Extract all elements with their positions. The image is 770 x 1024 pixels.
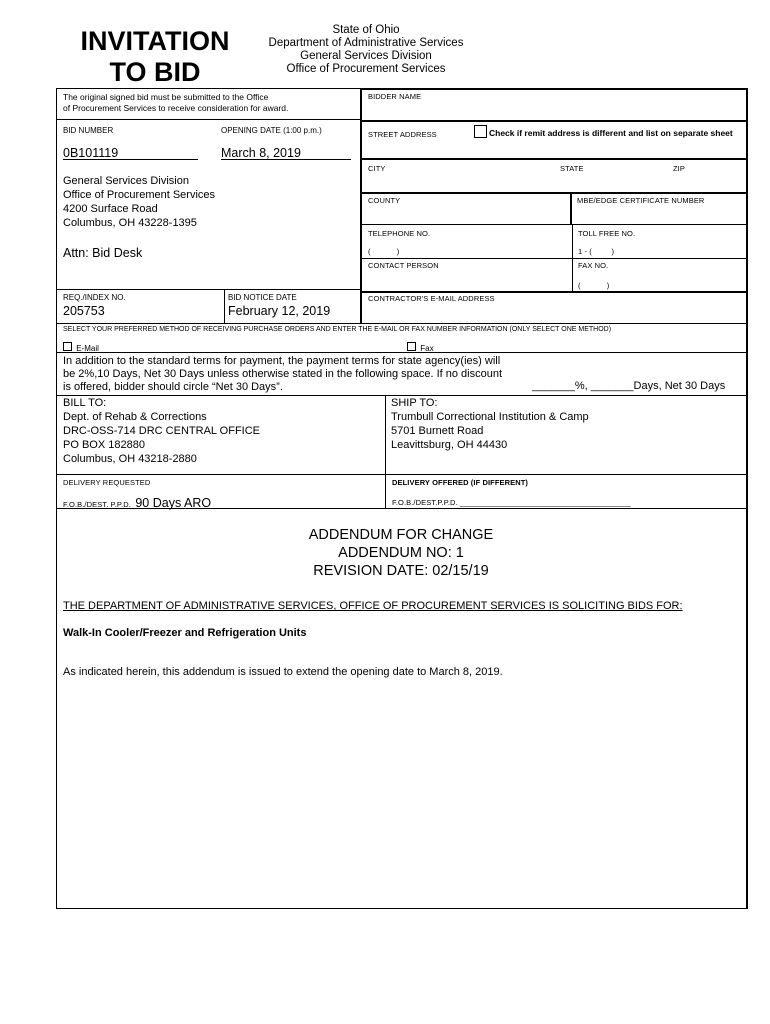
remit-address-checkbox[interactable] (474, 125, 487, 138)
bid-notice-value: February 12, 2019 (228, 304, 331, 318)
delivery-offered-label: DELIVERY OFFERED (IF DIFFERENT) (392, 478, 529, 487)
bid-number-label: BID NUMBER (63, 126, 114, 135)
remit-address-label: Check if remit address is different and list on separate sheet (489, 128, 733, 138)
agency-line: Office of Procurement Services (286, 63, 446, 75)
submit-note (63, 92, 288, 114)
agency-line: General Services Division (300, 50, 432, 62)
ship-to-line: Trumbull Correctional Institution & Camp (391, 411, 589, 423)
revision-date: REVISION DATE: 02/15/19 (313, 563, 489, 579)
contact-person-label: CONTACT PERSON (368, 261, 439, 270)
mbe-certificate-label: MBE/EDGE CERTIFICATE NUMBER (577, 196, 705, 205)
address-line: 4200 Surface Road (63, 203, 158, 215)
email-address-label: CONTRACTOR'S E-MAIL ADDRESS (368, 294, 495, 303)
state-label: STATE (560, 164, 584, 173)
discount-terms-field[interactable]: _______%, _______Days, Net 30 Days (532, 380, 726, 392)
fax-option-label: Fax (420, 344, 434, 353)
form-title-line1: INVITATION (80, 26, 230, 56)
street-address-label: STREET ADDRESS (368, 130, 437, 139)
fax-checkbox[interactable] (407, 342, 416, 351)
address-line: Office of Procurement Services (63, 189, 216, 201)
req-index-value: 205753 (63, 304, 105, 318)
bill-to-line: Dept. of Rehab & Corrections (63, 411, 207, 423)
address-line: General Services Division (63, 175, 189, 187)
fob-requested (63, 494, 211, 512)
ship-to-line: Leavittsburg, OH 44430 (391, 439, 508, 451)
telephone-label: TELEPHONE NO. (368, 229, 431, 238)
payment-terms (63, 355, 502, 394)
opening-date-value: March 8, 2019 (221, 146, 301, 160)
bill-to-block (63, 396, 260, 466)
submit-note-line: The original signed bid must be submitted to the Office (63, 92, 269, 102)
zip-label: ZIP (673, 164, 685, 173)
bidder-name-field[interactable] (362, 100, 744, 118)
email-option[interactable] (63, 342, 99, 353)
soliciting-statement: THE DEPARTMENT OF ADMINISTRATIVE SERVICES, OFFICE OF PROCUREMENT SERVICES IS SOLICITING BIDS FOR: (63, 600, 683, 612)
method-instruction: SELECT YOUR PREFERRED METHOD OF RECEIVING PURCHASE ORDERS AND ENTER THE E-MAIL OR FAX NUMBER INFORMATION (ONLY SELECT ONE METHOD) (63, 326, 612, 333)
telephone-field[interactable]: ( ) (368, 247, 400, 256)
ship-to-block (391, 396, 589, 452)
req-index-label: REQ./INDEX NO. (63, 293, 126, 302)
bid-number-value: 0B101119 (63, 146, 119, 160)
email-checkbox[interactable] (63, 342, 72, 351)
county-label: COUNTY (368, 196, 401, 205)
address-line: Columbus, OH 43228-1395 (63, 217, 197, 229)
fob-label: F.O.B./DEST. P.P.D. (63, 500, 131, 509)
addendum-note: As indicated herein, this addendum is issued to extend the opening date to March 8, 2019. (63, 666, 503, 678)
addendum-header (56, 526, 746, 580)
bill-to-line: PO BOX 182880 (63, 439, 145, 451)
toll-free-label: TOLL FREE NO. (578, 229, 636, 238)
remit-address-checkbox-row (474, 125, 733, 138)
ship-to-line: 5701 Burnett Road (391, 425, 484, 437)
street-address-field[interactable] (362, 140, 744, 156)
form-title-line2: TO BID (109, 57, 201, 87)
addendum-title: ADDENDUM FOR CHANGE (308, 527, 494, 543)
submit-note-line: of Procurement Services to receive consideration for award. (63, 103, 289, 113)
city-label: CITY (368, 164, 386, 173)
mailing-address (63, 174, 215, 230)
agency-line: State of Ohio (332, 24, 400, 36)
terms-line: be 2%,10 Days, Net 30 Days unless otherwise stated in the following space. If no discount (63, 368, 503, 380)
bidder-name-label: BIDDER NAME (368, 92, 422, 101)
bill-to-label: BILL TO: (63, 397, 107, 409)
terms-line: is offered, bidder should circle “Net 30 Days”. (63, 381, 283, 393)
fob-value: 90 Days ARO (135, 496, 212, 510)
fax-option[interactable] (407, 342, 434, 353)
fob-offered-field[interactable]: F.O.B./DEST.P.P.D. ________________________________________ (392, 498, 631, 507)
fax-field[interactable]: ( ) (578, 281, 610, 290)
toll-free-field[interactable]: 1 - ( ) (578, 247, 615, 256)
solicited-item: Walk-In Cooler/Freezer and Refrigeration Units (63, 627, 307, 639)
bill-to-line: Columbus, OH 43218-2880 (63, 453, 197, 465)
bid-notice-label: BID NOTICE DATE (228, 293, 297, 302)
fax-label: FAX NO. (578, 261, 609, 270)
opening-date-label: OPENING DATE (1:00 p.m.) (221, 126, 322, 135)
delivery-requested-label: DELIVERY REQUESTED (63, 478, 151, 487)
email-option-label: E-Mail (76, 344, 99, 353)
bill-to-line: DRC-OSS-714 DRC CENTRAL OFFICE (63, 425, 261, 437)
addendum-number: ADDENDUM NO: 1 (338, 545, 464, 561)
attn-line: Attn: Bid Desk (63, 246, 143, 260)
terms-line: In addition to the standard terms for payment, the payment terms for state agency(ies) will (63, 355, 501, 367)
agency-line: Department of Administrative Services (268, 37, 464, 49)
agency-header (250, 24, 482, 76)
ship-to-label: SHIP TO: (391, 397, 438, 409)
